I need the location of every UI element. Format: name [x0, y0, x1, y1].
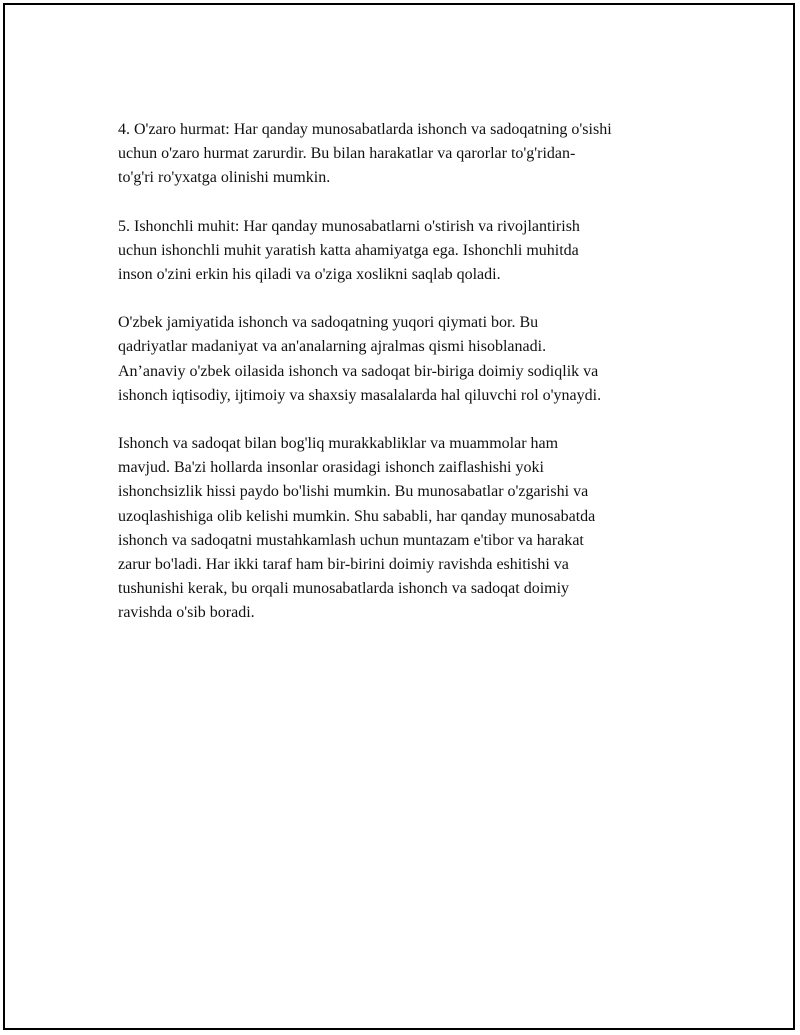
- paragraph-challenges: [118, 432, 698, 626]
- text-line: uzoqlashishiga olib kelishi mumkin. Shu sababli, har qanday munosabatda: [118, 507, 596, 525]
- text-line: 4. O'zaro hurmat: Har qanday munosabatlarda ishonch va sadoqatning o'sishi: [118, 121, 612, 138]
- text-line: ishonch iqtisodiy, ijtimoiy va shaxsiy masalalarda hal qiluvchi rol o'ynaydi.: [118, 386, 602, 404]
- text-line: 5. Ishonchli muhit: Har qanday munosabatlarni o'stirish va rivojlantirish: [118, 217, 580, 235]
- text-line: Ishonch va sadoqat bilan bog'liq murakkabliklar va muammolar ham: [118, 435, 559, 453]
- text-line: inson o'zini erkin his qiladi va o'ziga xoslikni saqlab qoladi.: [118, 266, 501, 284]
- text-line: to'g'ri ro'yxatga olinishi mumkin.: [118, 169, 331, 187]
- text-line: tushunishi kerak, bu orqali munosabatlarda ishonch va sadoqat doimiy: [118, 580, 570, 598]
- text-line: qadriyatlar madaniyat va an'analarning ajralmas qismi hisoblanadi.: [118, 338, 547, 356]
- text-line: zarur bo'ladi. Har ikki taraf ham bir-birini doimiy ravishda eshitishi va: [118, 556, 569, 574]
- text-line: ishonch va sadoqatni mustahkamlash uchun muntazam e'tibor va harakat: [118, 531, 584, 549]
- document-body: [118, 118, 698, 650]
- text-line: uchun o'zaro hurmat zarurdir. Bu bilan harakatlar va qarorlar to'g'ridan-: [118, 145, 576, 163]
- text-line: mavjud. Ba'zi hollarda insonlar orasidagi ishonch zaiflashishi yoki: [118, 459, 544, 477]
- text-line: An’anaviy o'zbek oilasida ishonch va sadoqat bir-biriga doimiy sodiqlik va: [118, 362, 599, 380]
- text-line: ishonchsizlik hissi paydo bo'lishi mumkin. Bu munosabatlar o'zgarishi va: [118, 483, 589, 501]
- text-line: uchun ishonchli muhit yaratish katta ahamiyatga ega. Ishonchli muhitda: [118, 241, 579, 259]
- text-line: ravishda o'sib boradi.: [118, 604, 255, 622]
- paragraph-trusted-environment: [118, 215, 698, 288]
- paragraph-mutual-respect: [118, 118, 698, 191]
- text-line: O'zbek jamiyatida ishonch va sadoqatning yuqori qiymati bor. Bu: [118, 314, 539, 332]
- paragraph-uzbek-society: [118, 311, 698, 408]
